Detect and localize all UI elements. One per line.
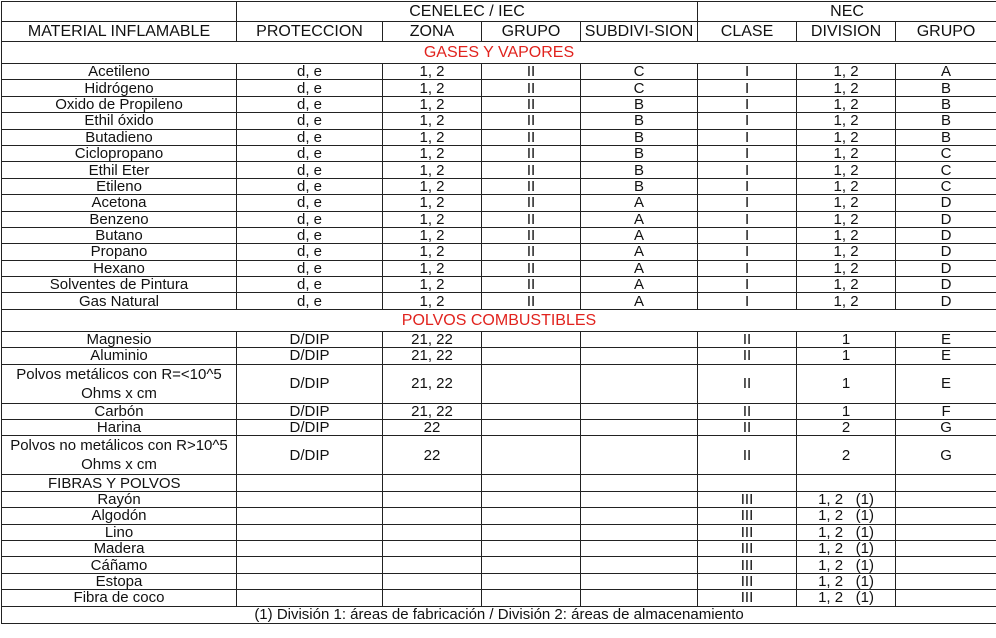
cell-grupo-nec: D <box>896 293 996 309</box>
cell-zona: 1, 2 <box>383 64 482 80</box>
cell-division: 1 <box>797 364 896 403</box>
cell-zona: 21, 22 <box>383 331 482 347</box>
cell-division: 1, 2 <box>797 64 896 80</box>
cell-material: Gas Natural <box>2 293 237 309</box>
cell-proteccion: d, e <box>237 145 383 161</box>
cell-grupo-nec: D <box>896 260 996 276</box>
table-row <box>2 244 996 260</box>
cell-material: Madera <box>2 540 237 556</box>
header-group-row <box>2 2 996 22</box>
cell-material-text: Polvos no metálicos con R>10^5 Ohms x cm <box>10 437 228 474</box>
cell-zona: 1, 2 <box>383 80 482 96</box>
cell-zona: 21, 22 <box>383 348 482 364</box>
cell-material: Fibra de coco <box>2 590 237 606</box>
cell-grupo-nec: F <box>896 403 996 419</box>
cell-material: Aluminio <box>2 348 237 364</box>
cell-zona: 1, 2 <box>383 227 482 243</box>
cell-grupo-nec: G <box>896 420 996 436</box>
cell-division: 1, 2 (1) <box>797 557 896 573</box>
cell-division: 1, 2 <box>797 113 896 129</box>
cell-zona: 1, 2 <box>383 293 482 309</box>
cell-subdivision <box>581 557 698 573</box>
cell-material: Oxido de Propileno <box>2 96 237 112</box>
section-polvos-row <box>2 309 996 331</box>
cell-material: Hexano <box>2 260 237 276</box>
cell-proteccion <box>237 573 383 589</box>
cell-clase: I <box>698 96 797 112</box>
cell-subdivision <box>581 508 698 524</box>
cell-material <box>2 436 237 475</box>
cell-grupo-nec: G <box>896 436 996 475</box>
cell-grupo-nec: B <box>896 96 996 112</box>
cell-grupo-nec: B <box>896 129 996 145</box>
cell-zona: 21, 22 <box>383 364 482 403</box>
cell-grupo-nec: D <box>896 244 996 260</box>
cell-grupo-iec <box>482 348 581 364</box>
cell-zona: 1, 2 <box>383 178 482 194</box>
section-title-gases: GASES Y VAPORES <box>2 42 996 64</box>
cell-zona: 1, 2 <box>383 195 482 211</box>
table-row <box>2 260 996 276</box>
cell-zona: 22 <box>383 420 482 436</box>
cell-grupo-iec <box>482 573 581 589</box>
cell-zona: 1, 2 <box>383 145 482 161</box>
col-header-clase: CLASE <box>698 22 797 42</box>
col-header-grupo-nec: GRUPO <box>896 22 996 42</box>
cell-division: 1, 2 <box>797 129 896 145</box>
table-row <box>2 557 996 573</box>
table-row <box>2 195 996 211</box>
cell-clase: III <box>698 491 797 507</box>
cell-subdivision <box>581 573 698 589</box>
cell-grupo-iec: II <box>482 113 581 129</box>
cell-subdivision <box>581 540 698 556</box>
cell-proteccion: d, e <box>237 129 383 145</box>
cell-proteccion: d, e <box>237 96 383 112</box>
cell-material: Ethil óxido <box>2 113 237 129</box>
cell-proteccion: d, e <box>237 293 383 309</box>
cell-grupo-iec <box>482 491 581 507</box>
cell-material: Ciclopropano <box>2 145 237 161</box>
cell-division: 1 <box>797 331 896 347</box>
cell-subdivision: B <box>581 178 698 194</box>
cell-subdivision: A <box>581 277 698 293</box>
cell-division: 1, 2 <box>797 162 896 178</box>
cell-grupo-nec <box>896 475 996 491</box>
cell-zona <box>383 573 482 589</box>
cell-proteccion: d, e <box>237 80 383 96</box>
cell-subdivision: B <box>581 129 698 145</box>
cell-zona: 1, 2 <box>383 211 482 227</box>
cell-proteccion: D/DIP <box>237 364 383 403</box>
cell-proteccion: d, e <box>237 260 383 276</box>
cell-grupo-iec: II <box>482 145 581 161</box>
cell-grupo-iec <box>482 403 581 419</box>
cell-division: 1, 2 (1) <box>797 491 896 507</box>
cell-grupo-iec: II <box>482 162 581 178</box>
cell-clase: III <box>698 524 797 540</box>
cell-grupo-iec: II <box>482 129 581 145</box>
cell-grupo-nec <box>896 590 996 606</box>
cell-division: 1, 2 <box>797 195 896 211</box>
cell-division: 1, 2 <box>797 277 896 293</box>
cell-material: Benzeno <box>2 211 237 227</box>
header-blank-cell <box>2 2 237 22</box>
cell-proteccion: d, e <box>237 277 383 293</box>
cell-proteccion: d, e <box>237 113 383 129</box>
cell-zona: 1, 2 <box>383 260 482 276</box>
cell-clase: II <box>698 348 797 364</box>
cell-grupo-nec <box>896 573 996 589</box>
cell-division: 2 <box>797 436 896 475</box>
cell-subdivision: C <box>581 64 698 80</box>
cell-division: 1, 2 <box>797 260 896 276</box>
cell-division: 2 <box>797 420 896 436</box>
cell-proteccion: d, e <box>237 195 383 211</box>
cell-grupo-nec: D <box>896 195 996 211</box>
cell-material: Ethil Eter <box>2 162 237 178</box>
cell-grupo-iec <box>482 508 581 524</box>
cell-material: Hidrógeno <box>2 80 237 96</box>
cell-clase: I <box>698 129 797 145</box>
cell-clase: I <box>698 80 797 96</box>
header-group-nec: NEC <box>698 2 996 22</box>
cell-subdivision: B <box>581 96 698 112</box>
header-columns-row <box>2 22 996 42</box>
cell-clase: III <box>698 557 797 573</box>
cell-grupo-iec: II <box>482 195 581 211</box>
cell-proteccion <box>237 540 383 556</box>
cell-division: 1, 2 <box>797 244 896 260</box>
cell-grupo-iec: II <box>482 260 581 276</box>
table-row <box>2 573 996 589</box>
cell-subdivision: C <box>581 80 698 96</box>
cell-zona: 1, 2 <box>383 113 482 129</box>
cell-division: 1 <box>797 348 896 364</box>
cell-grupo-iec <box>482 524 581 540</box>
cell-subdivision: A <box>581 195 698 211</box>
cell-proteccion: D/DIP <box>237 436 383 475</box>
cell-grupo-nec: C <box>896 162 996 178</box>
cell-proteccion: d, e <box>237 211 383 227</box>
cell-grupo-nec: C <box>896 145 996 161</box>
cell-material: Butano <box>2 227 237 243</box>
cell-grupo-nec: D <box>896 277 996 293</box>
header-group-cenelec: CENELEC / IEC <box>237 2 698 22</box>
cell-subdivision <box>581 331 698 347</box>
col-header-grupo-iec: GRUPO <box>482 22 581 42</box>
cell-clase: I <box>698 260 797 276</box>
cell-division: 1, 2 (1) <box>797 590 896 606</box>
cell-clase: I <box>698 195 797 211</box>
table-row <box>2 162 996 178</box>
cell-clase: I <box>698 145 797 161</box>
cell-clase: I <box>698 277 797 293</box>
table-row <box>2 508 996 524</box>
cell-subdivision <box>581 524 698 540</box>
cell-division: 1, 2 <box>797 211 896 227</box>
cell-grupo-iec: II <box>482 64 581 80</box>
table-row <box>2 348 996 364</box>
footnote: (1) División 1: áreas de fabricación / División 2: áreas de almacenamiento <box>2 606 996 623</box>
cell-material: Butadieno <box>2 129 237 145</box>
cell-clase: I <box>698 293 797 309</box>
cell-grupo-nec: B <box>896 113 996 129</box>
cell-material: Acetona <box>2 195 237 211</box>
table-row <box>2 129 996 145</box>
cell-material <box>2 364 237 403</box>
cell-grupo-iec <box>482 420 581 436</box>
cell-subdivision: B <box>581 113 698 129</box>
col-header-division: DIVISION <box>797 22 896 42</box>
cell-material: Etileno <box>2 178 237 194</box>
cell-clase: III <box>698 573 797 589</box>
cell-zona <box>383 491 482 507</box>
cell-subdivision <box>581 420 698 436</box>
table-row <box>2 364 996 403</box>
cell-division: 1, 2 <box>797 178 896 194</box>
col-header-proteccion: PROTECCION <box>237 22 383 42</box>
section-title-fibras: FIBRAS Y POLVOS <box>2 475 237 491</box>
table-row <box>2 277 996 293</box>
cell-material: Estopa <box>2 573 237 589</box>
cell-subdivision: B <box>581 145 698 161</box>
cell-grupo-nec <box>896 540 996 556</box>
cell-proteccion: d, e <box>237 244 383 260</box>
cell-subdivision: A <box>581 227 698 243</box>
col-header-material: MATERIAL INFLAMABLE <box>2 22 237 42</box>
cell-division: 1, 2 <box>797 96 896 112</box>
footnote-row <box>2 606 996 623</box>
cell-grupo-iec: II <box>482 293 581 309</box>
cell-clase: I <box>698 178 797 194</box>
table-row <box>2 293 996 309</box>
cell-clase: I <box>698 211 797 227</box>
cell-subdivision <box>581 475 698 491</box>
cell-zona: 1, 2 <box>383 129 482 145</box>
cell-clase: II <box>698 403 797 419</box>
cell-proteccion <box>237 475 383 491</box>
cell-grupo-iec: II <box>482 80 581 96</box>
cell-material: Magnesio <box>2 331 237 347</box>
cell-zona <box>383 524 482 540</box>
cell-proteccion: d, e <box>237 178 383 194</box>
cell-grupo-iec <box>482 436 581 475</box>
table-row <box>2 436 996 475</box>
cell-division: 1, 2 (1) <box>797 508 896 524</box>
cell-grupo-nec: E <box>896 331 996 347</box>
cell-clase: II <box>698 420 797 436</box>
cell-subdivision <box>581 436 698 475</box>
cell-grupo-iec <box>482 475 581 491</box>
section-title-polvos: POLVOS COMBUSTIBLES <box>2 309 996 331</box>
table-row <box>2 331 996 347</box>
table-row <box>2 178 996 194</box>
cell-subdivision: A <box>581 293 698 309</box>
cell-grupo-iec: II <box>482 96 581 112</box>
cell-grupo-iec: II <box>482 277 581 293</box>
cell-subdivision: A <box>581 244 698 260</box>
cell-division: 1, 2 <box>797 293 896 309</box>
cell-grupo-iec: II <box>482 227 581 243</box>
cell-grupo-iec <box>482 331 581 347</box>
cell-division: 1 <box>797 403 896 419</box>
table-row <box>2 420 996 436</box>
table-row <box>2 227 996 243</box>
cell-zona <box>383 590 482 606</box>
table-row <box>2 80 996 96</box>
cell-grupo-nec <box>896 557 996 573</box>
cell-clase: III <box>698 540 797 556</box>
cell-subdivision: A <box>581 260 698 276</box>
cell-zona <box>383 557 482 573</box>
cell-division: 1, 2 <box>797 227 896 243</box>
hazard-classification-table <box>1 1 996 624</box>
cell-clase <box>698 475 797 491</box>
table-row <box>2 64 996 80</box>
table-row <box>2 145 996 161</box>
cell-material: Propano <box>2 244 237 260</box>
cell-material: Solventes de Pintura <box>2 277 237 293</box>
cell-proteccion: D/DIP <box>237 420 383 436</box>
cell-subdivision <box>581 590 698 606</box>
cell-zona: 1, 2 <box>383 244 482 260</box>
cell-grupo-iec: II <box>482 178 581 194</box>
cell-proteccion <box>237 590 383 606</box>
table-row <box>2 524 996 540</box>
cell-material: Harina <box>2 420 237 436</box>
cell-subdivision <box>581 403 698 419</box>
cell-zona <box>383 540 482 556</box>
cell-zona: 1, 2 <box>383 162 482 178</box>
cell-subdivision: A <box>581 211 698 227</box>
cell-clase: III <box>698 590 797 606</box>
cell-subdivision <box>581 348 698 364</box>
cell-division: 1, 2 <box>797 145 896 161</box>
section-fibras-row <box>2 475 996 491</box>
cell-grupo-nec <box>896 491 996 507</box>
table-row <box>2 403 996 419</box>
cell-proteccion: D/DIP <box>237 348 383 364</box>
cell-grupo-nec: C <box>896 178 996 194</box>
cell-grupo-nec <box>896 524 996 540</box>
cell-grupo-nec: E <box>896 348 996 364</box>
cell-division: 1, 2 <box>797 80 896 96</box>
cell-grupo-nec: D <box>896 227 996 243</box>
cell-clase: II <box>698 436 797 475</box>
cell-material-text: Polvos metálicos con R=<10^5 Ohms x cm <box>16 365 222 402</box>
cell-division: 1, 2 (1) <box>797 540 896 556</box>
cell-zona: 1, 2 <box>383 96 482 112</box>
cell-grupo-iec <box>482 540 581 556</box>
cell-proteccion: D/DIP <box>237 331 383 347</box>
cell-subdivision <box>581 491 698 507</box>
table-row <box>2 491 996 507</box>
cell-material: Rayón <box>2 491 237 507</box>
cell-material: Cáñamo <box>2 557 237 573</box>
cell-grupo-nec <box>896 508 996 524</box>
cell-grupo-iec: II <box>482 244 581 260</box>
cell-division: 1, 2 (1) <box>797 524 896 540</box>
cell-subdivision: B <box>581 162 698 178</box>
cell-clase: II <box>698 364 797 403</box>
cell-clase: I <box>698 227 797 243</box>
cell-grupo-nec: B <box>896 80 996 96</box>
table-row <box>2 211 996 227</box>
cell-material: Algodón <box>2 508 237 524</box>
table-row <box>2 113 996 129</box>
col-header-zona: ZONA <box>383 22 482 42</box>
cell-grupo-iec <box>482 364 581 403</box>
cell-zona <box>383 475 482 491</box>
cell-grupo-iec <box>482 590 581 606</box>
section-gases-row <box>2 42 996 64</box>
cell-grupo-nec: E <box>896 364 996 403</box>
cell-clase: I <box>698 64 797 80</box>
cell-zona: 22 <box>383 436 482 475</box>
cell-zona: 21, 22 <box>383 403 482 419</box>
cell-clase: II <box>698 331 797 347</box>
cell-proteccion: d, e <box>237 64 383 80</box>
cell-proteccion: d, e <box>237 227 383 243</box>
cell-clase: III <box>698 508 797 524</box>
cell-proteccion <box>237 557 383 573</box>
cell-proteccion: D/DIP <box>237 403 383 419</box>
cell-subdivision <box>581 364 698 403</box>
cell-grupo-iec: II <box>482 211 581 227</box>
table-row <box>2 96 996 112</box>
table-row <box>2 540 996 556</box>
cell-material: Lino <box>2 524 237 540</box>
cell-proteccion <box>237 524 383 540</box>
cell-proteccion <box>237 508 383 524</box>
cell-proteccion: d, e <box>237 162 383 178</box>
cell-grupo-iec <box>482 557 581 573</box>
cell-proteccion <box>237 491 383 507</box>
cell-material: Carbón <box>2 403 237 419</box>
cell-clase: I <box>698 162 797 178</box>
col-header-subdivision: SUBDIVI-SION <box>581 22 698 42</box>
cell-zona <box>383 508 482 524</box>
cell-grupo-nec: A <box>896 64 996 80</box>
table-row <box>2 590 996 606</box>
cell-division <box>797 475 896 491</box>
cell-material: Acetileno <box>2 64 237 80</box>
cell-division: 1, 2 (1) <box>797 573 896 589</box>
cell-clase: I <box>698 244 797 260</box>
cell-clase: I <box>698 113 797 129</box>
cell-zona: 1, 2 <box>383 277 482 293</box>
cell-grupo-nec: D <box>896 211 996 227</box>
